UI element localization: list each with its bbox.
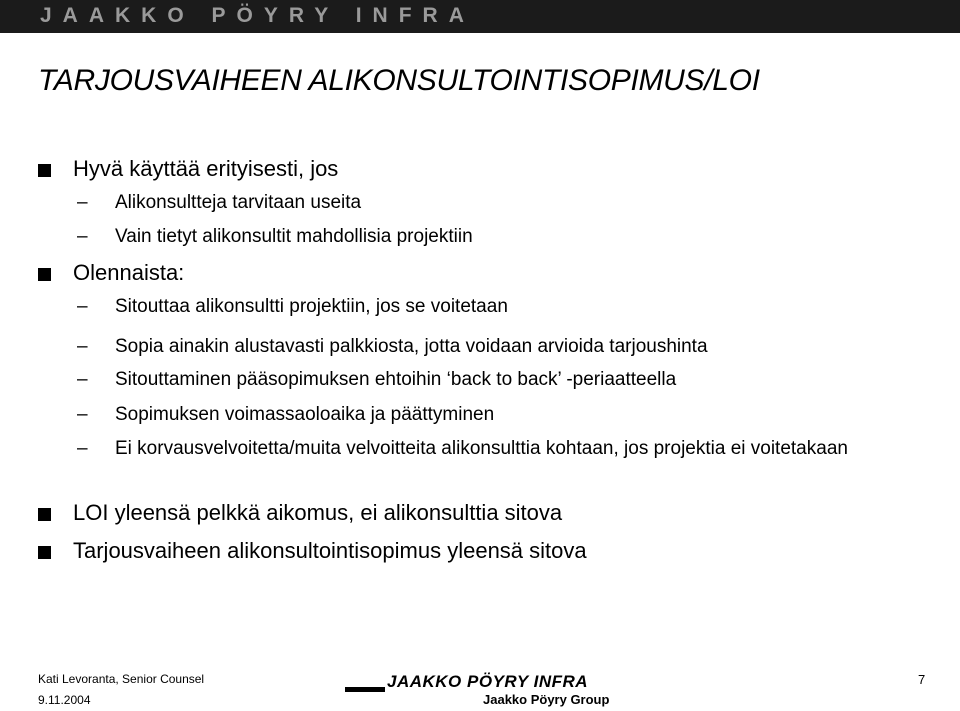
header-bar [0,0,960,33]
logo-main-text: JAAKKO PÖYRY INFRA [387,672,589,691]
sub-item-text: Vain tietyt alikonsultit mahdollisia projektiin [115,226,473,247]
dash-icon: – [77,369,88,390]
footer-date: 9.11.2004 [38,693,91,707]
sub-item-text: Sopia ainakin alustavasti palkkiosta, jotta voidaan arvioida tarjoushinta [115,336,708,357]
bullet-text: Hyvä käyttää erityisesti, jos [73,156,339,181]
dash-icon: – [77,438,88,459]
sub-item-text: Alikonsultteja tarvitaan useita [115,192,362,213]
footer-author: Kati Levoranta, Senior Counsel [38,672,205,686]
sub-item-text: Ei korvausvelvoitetta/muita velvoitteita alikonsulttia kohtaan, jos projektia ei voitetakaan [115,438,848,459]
square-bullet-icon [38,164,51,177]
bullet-text: Tarjousvaiheen alikonsultointisopimus yleensä sitova [73,538,587,563]
bullet-text: Olennaista: [73,260,185,285]
logo-sub-text: Jaakko Pöyry Group [483,692,610,707]
square-bullet-icon [38,508,51,521]
dash-icon: – [77,336,88,357]
sub-item-text: Sopimuksen voimassaoloaika ja päättyminen [115,404,495,425]
logo-line [345,687,385,692]
dash-icon: – [77,296,88,317]
square-bullet-icon [38,268,51,281]
dash-icon: – [77,192,88,213]
dash-icon: – [77,226,88,247]
square-bullet-icon [38,546,51,559]
page-number: 7 [918,672,926,687]
dash-icon: – [77,404,88,425]
brand-title: JAAKKO PÖYRY INFRA [40,4,475,27]
bullet-text: LOI yleensä pelkkä aikomus, ei alikonsulttia sitova [73,500,563,525]
sub-item-text: Sitouttaminen pääsopimuksen ehtoihin ‘back to back’ -periaatteella [115,369,677,390]
company-logo [345,672,625,708]
slide-title: TARJOUSVAIHEEN ALIKONSULTOINTISOPIMUS/LOI [38,64,760,97]
sub-item-text: Sitouttaa alikonsultti projektiin, jos se voitetaan [115,296,508,317]
